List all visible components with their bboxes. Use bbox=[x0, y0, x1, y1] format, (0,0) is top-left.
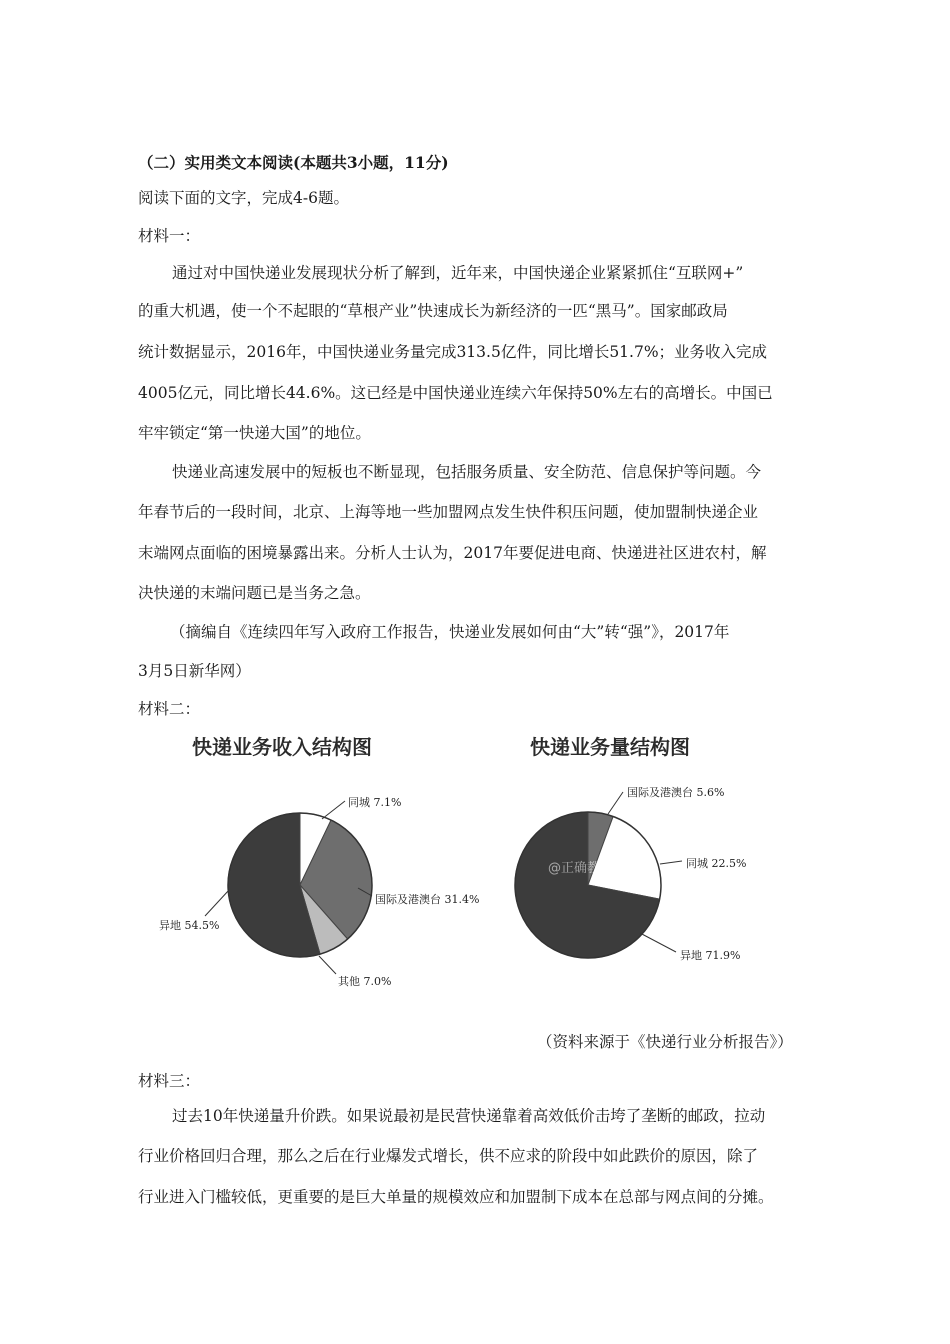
leader-line-1-1 bbox=[660, 861, 682, 864]
leader-line-1-2 bbox=[640, 933, 676, 952]
material-one-label: 材料一： bbox=[138, 227, 201, 245]
revenue-label-local: 同城 7.1% bbox=[348, 796, 402, 809]
paragraph-line: 过去10年快递量升价跌。如果说最初是民营快递靠着高效低价击垮了垄断的邮政，拉动 bbox=[172, 1107, 766, 1125]
paragraph-line: 4005亿元，同比增长44.6%。这已经是中国快递业连续六年保持50%左右的高增长。中国已 bbox=[138, 384, 773, 402]
revenue-chart-title: 快递业务收入结构图 bbox=[192, 735, 372, 759]
paragraph-line: 牢牢锁定“第一快递大国”的地位。 bbox=[138, 424, 371, 442]
paragraph-line: 行业进入门槛较低，更重要的是巨大单量的规模效应和加盟制下成本在总部与网点间的分摊。 bbox=[138, 1188, 774, 1206]
paragraph-line: 通过对中国快递业发展现状分析了解到，近年来，中国快递企业紧紧抓住“互联网+” bbox=[172, 264, 744, 282]
volume-chart-title: 快递业务量结构图 bbox=[530, 735, 690, 759]
paragraph-line: 快递业高速发展中的短板也不断显现，包括服务质量、安全防范、信息保护等问题。今 bbox=[172, 463, 762, 481]
revenue-label-other: 其他 7.0% bbox=[338, 975, 392, 988]
chart-source: （资料来源于《快递行业分析报告》） bbox=[537, 1033, 793, 1051]
material-two-label: 材料二： bbox=[138, 700, 201, 718]
paragraph-line: 决快递的末端问题已是当务之急。 bbox=[138, 584, 371, 602]
volume-label-intercity: 异地 71.9% bbox=[680, 949, 741, 962]
paragraph-line: 的重大机遇，使一个不起眼的“草根产业”快速成长为新经济的一匹“黑马”。国家邮政局 bbox=[138, 302, 728, 320]
material-three-label: 材料三： bbox=[138, 1072, 201, 1090]
paragraph-line: 行业价格回归合理，那么之后在行业爆发式增长，供不应求的阶段中如此跌价的原因，除了 bbox=[138, 1147, 759, 1165]
instruction: 阅读下面的文字，完成4-6题。 bbox=[138, 189, 349, 207]
source-citation: （摘编自《连续四年写入政府工作报告，快递业发展如何由“大”转“强”》，2017年 bbox=[170, 623, 730, 641]
volume-label-local: 同城 22.5% bbox=[686, 857, 747, 870]
leader-line-0-3 bbox=[205, 890, 229, 916]
paragraph-line: 统计数据显示，2016年，中国快递业务量完成313.5亿件，同比增长51.7%；业务收入完成 bbox=[138, 343, 768, 361]
leader-line-1-0 bbox=[608, 792, 623, 814]
source-citation: 3月5日新华网） bbox=[138, 662, 251, 680]
revenue-label-international: 国际及港澳台 31.4% bbox=[375, 893, 480, 906]
section-title: （二）实用类文本阅读(本题共3小题，11分) bbox=[138, 153, 449, 172]
leader-line-0-0 bbox=[322, 801, 345, 819]
watermark: @正确教育 bbox=[548, 861, 614, 876]
revenue-label-intercity: 异地 54.5% bbox=[159, 919, 220, 932]
leader-line-0-2 bbox=[319, 956, 336, 974]
volume-label-international: 国际及港澳台 5.6% bbox=[627, 786, 725, 799]
paragraph-line: 年春节后的一段时间，北京、上海等地一些加盟网点发生快件积压问题，使加盟制快递企业 bbox=[138, 503, 759, 521]
paragraph-line: 末端网点面临的困境暴露出来。分析人士认为，2017年要促进电商、快递进社区进农村，解 bbox=[138, 544, 767, 562]
